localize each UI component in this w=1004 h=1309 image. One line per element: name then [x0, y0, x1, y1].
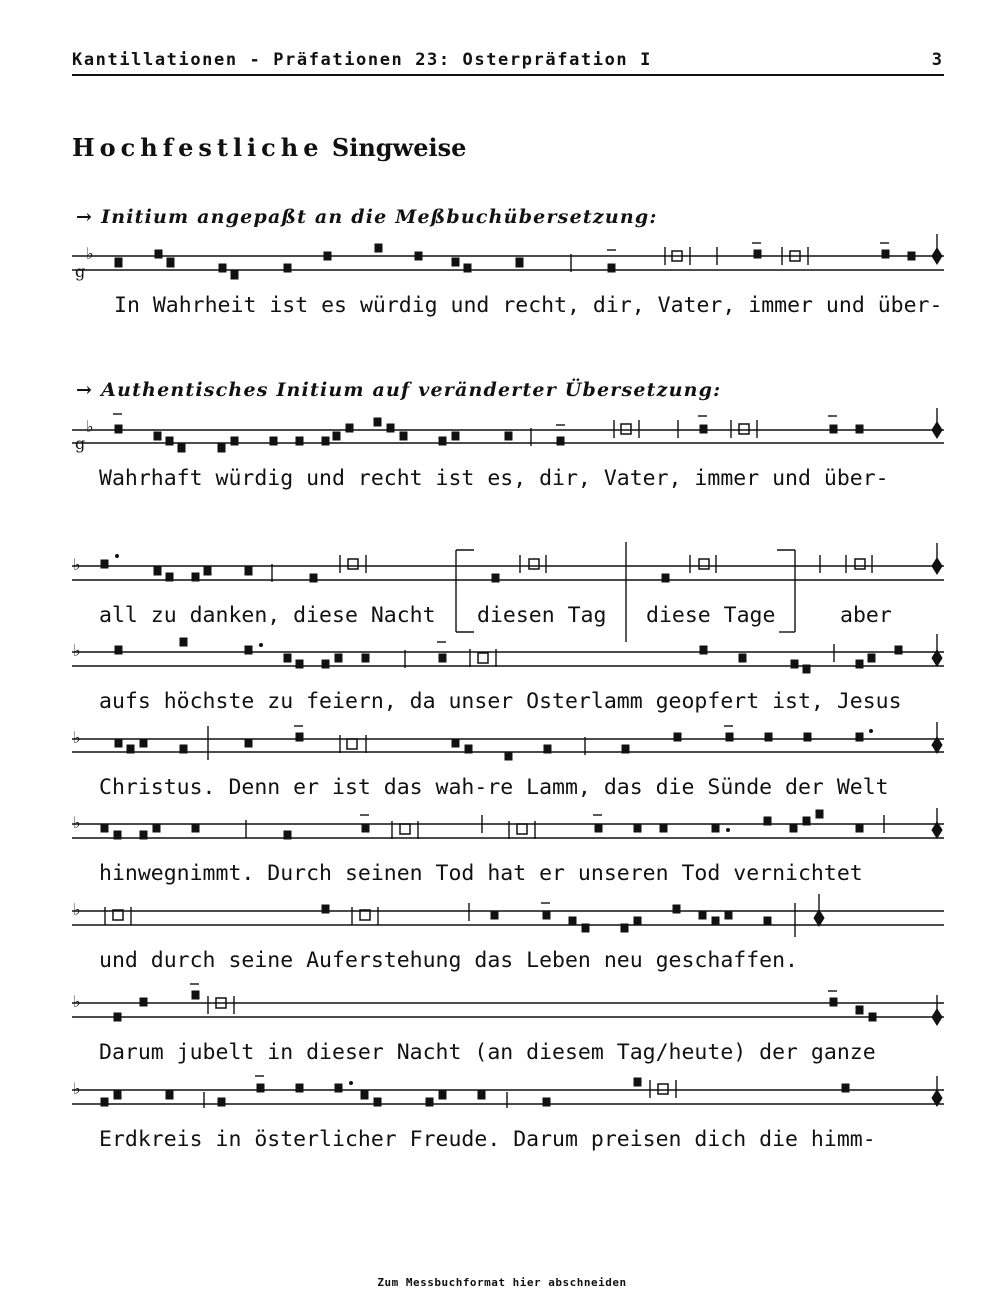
lyric-line-1: In Wahrheit ist es würdig und recht, dir, Vater, immer und über-	[114, 293, 943, 318]
note	[322, 437, 329, 445]
note	[582, 924, 589, 932]
note	[516, 258, 523, 267]
note	[544, 745, 551, 753]
note	[346, 424, 353, 432]
note	[140, 739, 147, 747]
note	[662, 574, 669, 582]
note	[803, 817, 810, 825]
clef-sign-2: g	[75, 434, 86, 453]
note	[908, 252, 915, 260]
note	[569, 917, 576, 925]
note	[634, 917, 641, 925]
note	[764, 917, 771, 925]
note	[452, 739, 459, 747]
dot	[350, 1082, 353, 1085]
note	[439, 654, 446, 662]
note	[492, 574, 499, 582]
note	[699, 911, 706, 919]
note	[803, 665, 810, 673]
note-hollow	[658, 1084, 668, 1094]
note	[634, 824, 641, 832]
clef-sign-1: g	[75, 262, 86, 281]
note	[178, 444, 185, 452]
note-end	[932, 248, 942, 264]
note	[231, 271, 238, 279]
note	[192, 573, 199, 581]
note	[115, 739, 122, 747]
note	[219, 264, 226, 272]
page-number: 3	[931, 50, 942, 70]
note	[154, 567, 161, 575]
note	[296, 733, 303, 741]
note	[153, 824, 160, 832]
note	[180, 638, 187, 646]
note	[218, 1098, 225, 1106]
note	[310, 574, 317, 582]
variant-label-2: Authentisches Initium auf veränderter Übersetzung:	[101, 379, 722, 401]
note	[543, 911, 550, 919]
lyric-line-7: und durch seine Auferstehung das Leben neu geschaffen.	[99, 948, 798, 973]
note	[166, 437, 173, 445]
note-hollow	[517, 824, 527, 834]
note	[114, 1013, 121, 1021]
note	[856, 824, 863, 832]
note	[505, 432, 512, 440]
note	[464, 264, 471, 272]
note	[621, 924, 628, 932]
note	[804, 733, 811, 741]
note	[491, 911, 498, 919]
note	[712, 824, 719, 832]
note	[505, 752, 512, 760]
note	[754, 250, 761, 258]
variant-label-1: Initium angepaßt an die Meßbuchübersetzung:	[101, 206, 658, 228]
note	[114, 1091, 121, 1099]
note	[375, 244, 382, 252]
note	[362, 654, 369, 662]
note	[725, 911, 732, 919]
lyric-line-6: hinwegnimmt. Durch seinen Tod hat er unseren Tod vernichtet	[99, 861, 863, 886]
note	[296, 437, 303, 445]
flat-sign-2: ♭	[86, 417, 94, 436]
note	[245, 646, 252, 654]
note	[192, 824, 199, 832]
note	[622, 745, 629, 753]
dot	[727, 829, 730, 832]
note	[374, 418, 381, 426]
note	[634, 1078, 641, 1086]
note	[816, 810, 823, 818]
note	[204, 567, 211, 575]
note	[764, 817, 771, 825]
dot	[260, 644, 263, 647]
note	[452, 432, 459, 440]
note-end	[932, 422, 942, 438]
note	[218, 444, 225, 452]
note	[154, 432, 161, 440]
note	[856, 733, 863, 741]
note	[192, 991, 199, 999]
note	[478, 1091, 485, 1099]
note	[726, 733, 733, 741]
lyric-line-8: Darum jubelt in dieser Nacht (an diesem Tag/heute) der ganze	[99, 1040, 876, 1065]
lyric-line-3d: aber	[840, 603, 892, 628]
note	[557, 437, 564, 445]
note	[387, 424, 394, 432]
note	[335, 654, 342, 662]
note	[895, 646, 902, 654]
note	[439, 1091, 446, 1099]
note	[115, 258, 122, 267]
note	[140, 998, 147, 1006]
note-hollow	[699, 559, 709, 569]
note-end	[932, 558, 942, 574]
note	[180, 745, 187, 753]
flat-sign-3: ♭	[73, 555, 81, 574]
note	[127, 745, 134, 753]
note	[361, 1091, 368, 1099]
lyric-line-4: aufs höchste zu feiern, da unser Osterlamm geopfert ist, Jesus	[99, 689, 902, 714]
note	[595, 824, 602, 832]
note	[101, 824, 108, 832]
lyric-line-5: Christus. Denn er ist das wah-re Lamm, das die Sünde der Welt	[99, 775, 889, 800]
note	[284, 654, 291, 662]
note	[400, 432, 407, 440]
note	[543, 1098, 550, 1106]
note	[284, 264, 291, 272]
note	[415, 252, 422, 260]
note	[322, 660, 329, 668]
flat-sign-4: ♭	[73, 641, 81, 660]
note-hollow	[739, 424, 749, 434]
note	[465, 745, 472, 753]
section-title-rest: Singweise	[331, 133, 467, 162]
note	[140, 831, 147, 839]
note	[362, 824, 369, 832]
note	[830, 425, 837, 433]
note	[868, 654, 875, 662]
note-end	[814, 910, 824, 926]
note	[166, 573, 173, 581]
note	[335, 1084, 342, 1092]
lyric-line-3a: all zu danken, diese Nacht	[99, 603, 436, 628]
note	[324, 252, 331, 260]
note	[608, 264, 615, 272]
cut-note: Zum Messbuchformat hier abschneiden	[377, 1276, 627, 1289]
note	[101, 560, 108, 568]
flat-sign-8: ♭	[73, 992, 81, 1011]
arrow-icon: →	[76, 206, 94, 228]
note	[452, 258, 459, 266]
note	[439, 437, 446, 445]
note	[166, 1091, 173, 1099]
dot	[116, 555, 119, 558]
note	[257, 1084, 264, 1092]
note	[700, 425, 707, 433]
header-title: Kantillationen - Präfationen 23: Osterpräfation I	[72, 50, 652, 70]
note	[270, 437, 277, 445]
note	[374, 1098, 381, 1106]
note	[830, 998, 837, 1006]
note	[284, 831, 291, 839]
note	[322, 905, 329, 913]
note-hollow	[347, 739, 357, 749]
note	[333, 432, 340, 440]
note	[882, 250, 889, 258]
flat-sign-7: ♭	[73, 900, 81, 919]
note	[791, 660, 798, 668]
lyric-line-2: Wahrhaft würdig und recht ist es, dir, Vater, immer und über-	[99, 466, 889, 491]
flat-sign-9: ♭	[73, 1079, 81, 1098]
lyric-line-3b: diesen Tag	[477, 603, 607, 628]
note	[155, 250, 162, 258]
arrow-icon: →	[76, 379, 94, 401]
note	[842, 1084, 849, 1092]
note-hollow	[348, 559, 358, 569]
flat-sign-5: ♭	[73, 728, 81, 747]
note	[790, 824, 797, 832]
note	[712, 917, 719, 925]
note-hollow	[621, 424, 631, 434]
note	[700, 646, 707, 654]
note	[101, 1098, 108, 1106]
note-hollow	[855, 559, 865, 569]
section-title-spaced: Hochfestliche	[72, 133, 324, 162]
note	[115, 646, 122, 654]
note	[856, 425, 863, 433]
lyric-line-3c: diese Tage	[646, 603, 776, 628]
note	[660, 824, 667, 832]
dot	[870, 730, 873, 733]
note	[739, 654, 746, 662]
note	[296, 660, 303, 668]
note	[115, 425, 122, 433]
lyric-line-9: Erdkreis in österlicher Freude. Darum preisen dich die himm-	[99, 1127, 876, 1152]
note	[114, 831, 121, 839]
note	[856, 1006, 863, 1014]
note-hollow	[478, 653, 488, 663]
note	[231, 437, 238, 445]
note	[296, 1084, 303, 1092]
note-hollow	[400, 824, 410, 834]
note	[245, 739, 252, 747]
note	[674, 733, 681, 741]
note-hollow	[529, 559, 539, 569]
note	[856, 660, 863, 668]
note	[245, 567, 252, 575]
note	[869, 1013, 876, 1021]
flat-sign-6: ♭	[73, 813, 81, 832]
note	[673, 905, 680, 913]
note	[765, 733, 772, 741]
flat-sign-1: ♭	[86, 244, 94, 263]
note	[426, 1098, 433, 1106]
note	[167, 258, 174, 267]
